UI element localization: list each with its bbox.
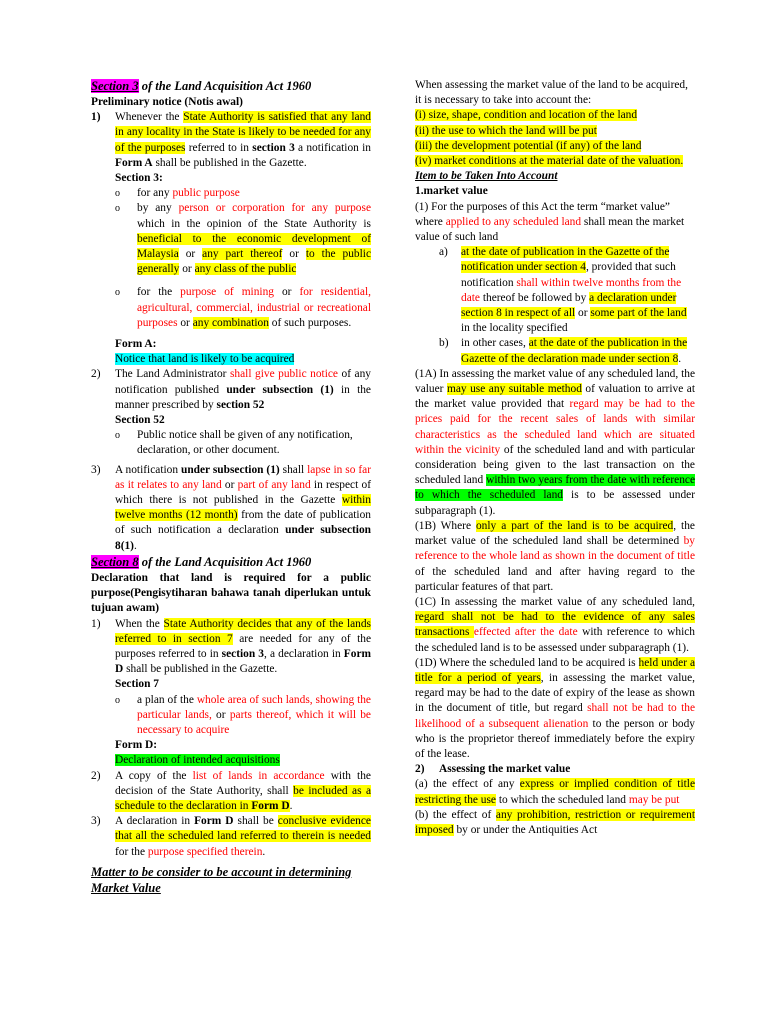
preliminary-notice-heading: Preliminary notice (Notis awal) <box>91 96 243 108</box>
form-a-text: Notice that land is likely to be acquired <box>115 353 295 366</box>
section-8-label: Section 8 <box>91 554 139 569</box>
form-d-text: Declaration of intended acquisitions <box>115 754 280 767</box>
section-8-heading: Section 8 of the Land Acquisition Act 1960 <box>91 554 312 569</box>
matter-heading: Matter to be consider to be account in determining Market Value <box>91 864 352 895</box>
assessing-heading: 2) Assessing the market value <box>415 763 571 776</box>
s3-paragraph-3: 3) A notification under subsection (1) shall lapse in so far as it relates to any land or part of any land in respect of which there is not published in the Gazette within twelve months (12 month) from the date of publication of such notification a declaration under subsection 8(1). <box>91 463 371 552</box>
right-column <box>415 78 695 838</box>
s3-bullet-1: o for any public purpose <box>91 186 371 201</box>
s3-paragraph-2: 2) The Land Administrator shall give public notice of any notification published under subsection (1) in the manner prescribed by section 52 <box>91 368 371 411</box>
declaration-heading: Declaration that land is required for a public purpose(Pengisytiharan bahawa tanah diperlukan untuk tujuan awam) <box>91 571 371 615</box>
paragraph-1c: (1C) In assessing the market value of any scheduled land, regard shall not be had to the evidence of any sales transactions effected after the date with reference to which the scheduled land is to be assessed under subparagraph (1). <box>415 595 695 654</box>
section-3-label: Section 3 <box>91 79 139 93</box>
section-3-label: Section 3: <box>115 172 163 185</box>
bullet-icon: o <box>115 203 120 215</box>
mv-item-b: b) in other cases, at the date of the publication in the Gazette of the declaration made under section 8. <box>439 337 688 365</box>
s8-paragraph-2: 2) A copy of the list of lands in accordance with the decision of the State Authority, shall be included as a schedule to the declaration in Form D. <box>91 769 372 812</box>
left-column <box>91 78 371 896</box>
form-d-label: Form D: <box>115 739 158 752</box>
item-heading: Item to be Taken Into Account <box>415 170 558 183</box>
paragraph-1a: (1A) In assessing the market value of any scheduled land, the valuer may use any suitable method of valuation to arrive at the market value provided that regard may be had to the prices paid for the recent sales of lands with similar characteristics as the scheduled land which are situated within the vicinity of the scheduled land and with particular consideration being given to the last transaction on the scheduled land within two years from the date with reference to which the scheduled land is to be assessed under subparagraph (1). <box>415 367 695 517</box>
bullet-icon: o <box>115 694 120 706</box>
item-4: (iv) market conditions at the material date of the valuation. <box>415 155 684 168</box>
s3-bullet-3: o for the purpose of mining or for residential, agricultural, commercial, industrial or recreational purposes or any combination of such purposes. <box>91 285 371 331</box>
paragraph-2a: (a) the effect of any express or implied condition of title restricting the use to which the scheduled land may be put <box>415 778 695 806</box>
s52-bullet: o Public notice shall be given of any notification, declaration, or other document. <box>91 428 371 458</box>
item-1: (i) size, shape, condition and location of the land <box>415 109 638 122</box>
bullet-icon: o <box>115 287 120 299</box>
section-7-label: Section 7 <box>115 678 159 691</box>
s3-bullet-2: o by any person or corporation for any purpose which in the opinion of the State Authority is beneficial to the economic development of Malaysia or any part thereof or to the public generally or any class of the public <box>91 201 371 277</box>
s8-paragraph-3: 3) A declaration in Form D shall be conclusive evidence that all the scheduled land referred to therein is needed for the purpose specified therein. <box>91 815 371 858</box>
section-3-heading: Section 3 of the Land Acquisition Act 1960 <box>91 79 312 93</box>
paragraph-2b: (b) the effect of any prohibition, restriction or requirement imposed by or under the Antiquities Act <box>415 808 695 836</box>
paragraph-1d: (1D) Where the scheduled land to be acquired is held under a title for a period of years, in assessing the market value, regard may be had to the date of expiry of the lease as shown in the document of title, but regard shall not be had to the likelihood of a subsequent alienation to the person or body who is the proprietor thereof immediately before the expiry of the lease. <box>415 656 696 760</box>
item-2: (ii) the use to which the land will be put <box>415 124 597 137</box>
intro-paragraph: When assessing the market value of the land to be acquired, it is necessary to take into account the: <box>415 79 688 107</box>
bullet-icon: o <box>115 430 120 442</box>
mv-paragraph-1: (1) For the purposes of this Act the term “market value” where applied to any scheduled land shall mean the market value of such land <box>415 200 685 244</box>
paragraph-1b: (1B) Where only a part of the land is to be acquired, the market value of the scheduled land shall be determined by reference to the whole land as shown in the document of title of the scheduled land and after having regard to the particular features of that part. <box>415 519 695 593</box>
s8-paragraph-1: 1) When the State Authority decides that any of the lands referred to in section 7 are needed for any of the purposes referred to in section 3, a declaration in Form D shall be published in the Gazette. <box>91 617 371 676</box>
section-52-label: Section 52 <box>115 414 165 427</box>
s3-paragraph-1: 1) Whenever the State Authority is satisfied that any land in any locality in the State is likely to be needed for any of the purposes referred to in section 3 a notification in Form A shall be published in the Gazette. <box>91 111 371 169</box>
items-list <box>415 108 695 169</box>
s7-bullet: o a plan of the whole area of such lands, showing the particular lands, or parts thereof, which it will be necessary to acquire <box>91 693 371 739</box>
item-3: (iii) the development potential (if any) of the land <box>415 139 642 152</box>
form-a-label: Form A: <box>115 338 157 351</box>
mv-item-a: a) at the date of publication in the Gazette of the notification under section 4, provided that such notification shall within twelve months from the date thereof be followed by a declaration under section 8 in respect of all or some part of the land in the locality specified <box>439 246 687 335</box>
bullet-icon: o <box>115 188 120 200</box>
market-value-heading: 1.market value <box>415 185 488 198</box>
